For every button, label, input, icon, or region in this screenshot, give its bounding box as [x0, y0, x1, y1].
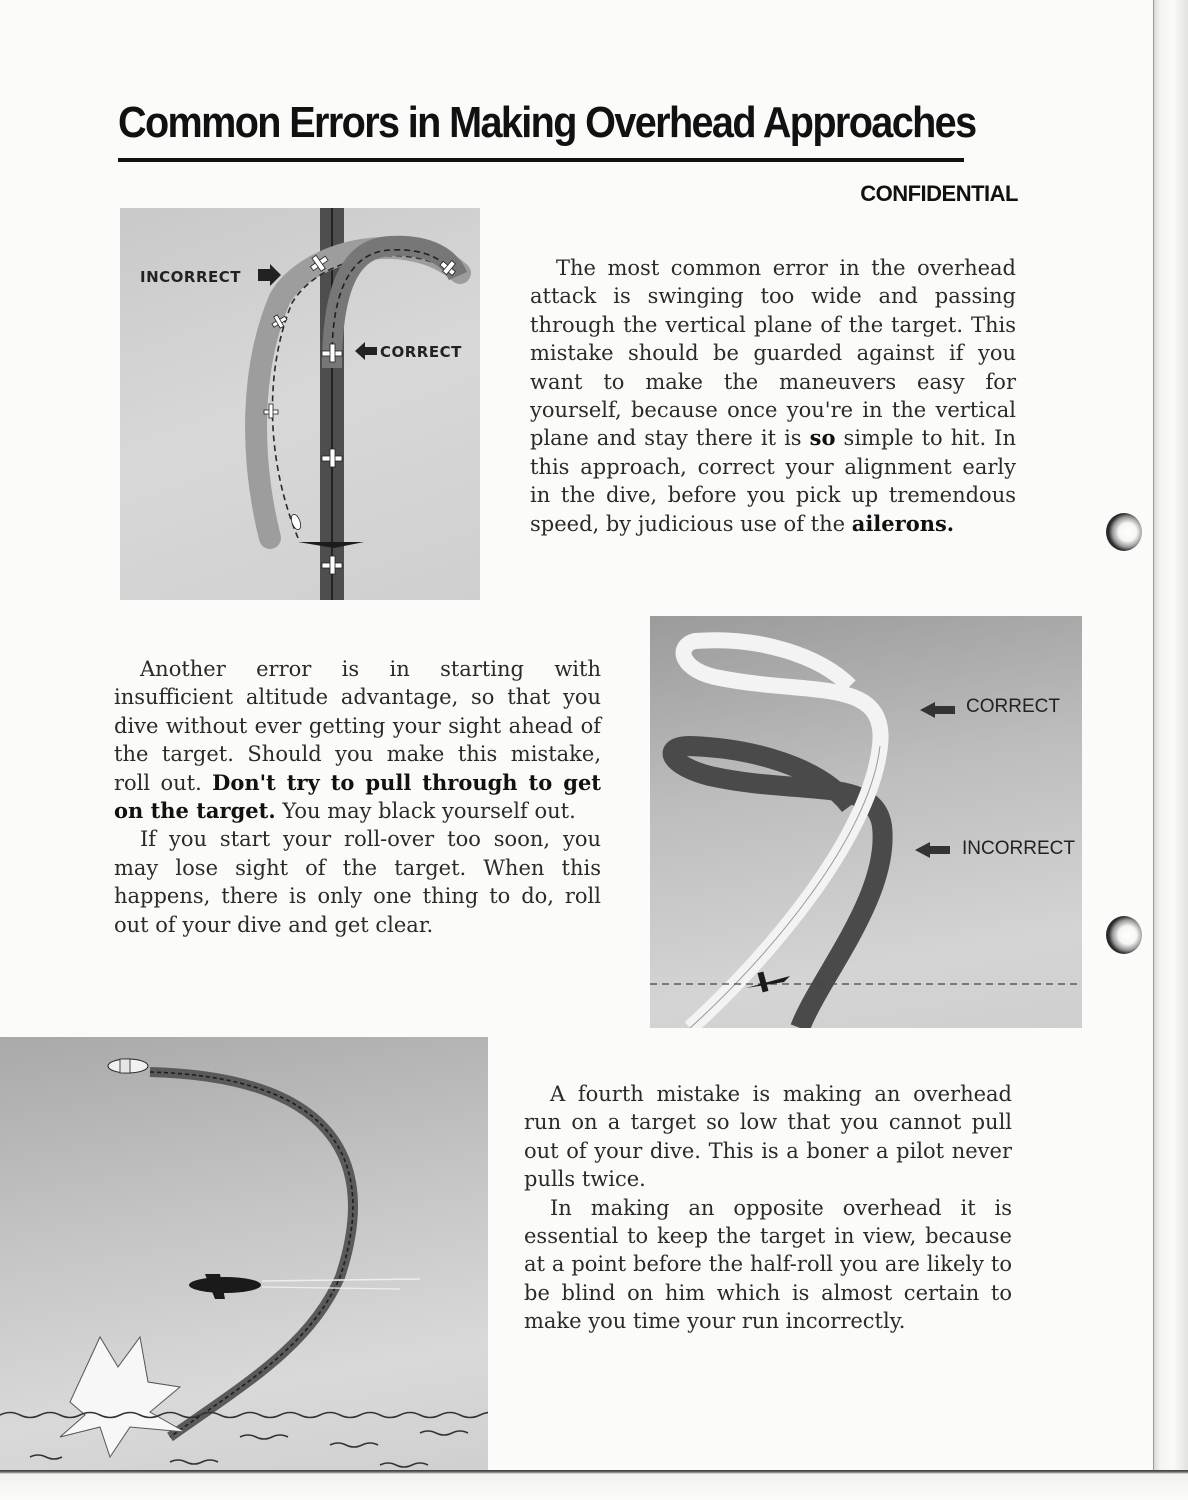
- figure-low-run-crash: [0, 1037, 488, 1477]
- paragraph-low-run: [524, 1080, 1012, 1336]
- paragraph-insufficient-altitude: [114, 655, 601, 939]
- paragraph-swinging-wide: [530, 254, 1016, 538]
- binder-hole: [1106, 916, 1142, 954]
- correct-arrow-icon: [920, 702, 955, 718]
- correct-label: CORRECT: [380, 343, 462, 361]
- low-run-crash-illustration: [0, 1037, 488, 1477]
- paragraph-emphasis: ailerons.: [851, 510, 955, 536]
- binder-hole: [1106, 513, 1142, 551]
- paragraph-text: Another error is in starting with insufficient altitude advantage, so that you dive without ever getting your sight ahead of the target. Should you make this mistake, roll out.: [114, 657, 601, 795]
- paragraph-emphasis: so: [809, 425, 836, 451]
- overhead-paths-illustration: [120, 208, 480, 600]
- target-plane-silhouette: [298, 542, 364, 548]
- target-plane-silhouette: [189, 1277, 261, 1293]
- correct-arrow-icon: [355, 342, 377, 360]
- paragraph-text: You may black yourself out.: [275, 799, 576, 824]
- explosion-burst: [60, 1337, 185, 1457]
- title-underline: [118, 158, 964, 162]
- paragraph-rollover-too-soon: If you start your roll-over too soon, you may lose sight of the target. When this happens, there is only one thing to do, roll out of your dive and get clear.: [114, 827, 601, 937]
- paragraph-text: simple to hit. In this approach, correct your alignment early in the dive, before you pick up tremendous speed, by judicious use of the: [530, 426, 1017, 536]
- target-plane-silhouette: [746, 976, 790, 988]
- paragraph-emphasis: Don't try to pull through to get on the target.: [114, 769, 601, 824]
- page-bottom-edge: [0, 1470, 1188, 1500]
- paragraph-opposite-overhead: In making an opposite overhead it is essential to keep the target in view, because at a point before the half-roll you are likely to be blind on him which is almost certain to make you time your run incorrectly.: [524, 1195, 1012, 1334]
- speed-streak: [262, 1279, 420, 1281]
- correct-label: CORRECT: [966, 696, 1060, 717]
- sea-waves: [0, 1413, 488, 1468]
- paragraph-fourth-mistake: A fourth mistake is making an overhead run on a target so low that you cannot pull out of your dive. This is a boner a pilot never pulls twice.: [524, 1082, 1012, 1192]
- incorrect-path-band: [256, 248, 460, 538]
- page-title: Common Errors in Making Overhead Approaches: [118, 98, 976, 147]
- paragraph-text: The most common error in the overhead attack is swinging too wide and passing through the vertical plane of the target. This mistake should be guarded against if you want to make the maneuvers easy for yourself, because once you're in the vertical plane and stay there it is: [530, 256, 1016, 451]
- page-edge: [1153, 0, 1188, 1500]
- incorrect-arrow-icon: [915, 842, 950, 858]
- rollover-paths-illustration: [650, 616, 1082, 1028]
- incorrect-ribbon: [673, 746, 883, 1028]
- figure-overhead-paths: [120, 208, 480, 600]
- figure-rollover-paths: [650, 616, 1082, 1028]
- correct-ribbon: [684, 640, 881, 1028]
- incorrect-label: INCORRECT: [140, 268, 241, 286]
- classification-marking: CONFIDENTIAL: [860, 181, 1018, 206]
- incorrect-label: INCORRECT: [962, 838, 1075, 859]
- incorrect-path-dashes: [272, 256, 455, 538]
